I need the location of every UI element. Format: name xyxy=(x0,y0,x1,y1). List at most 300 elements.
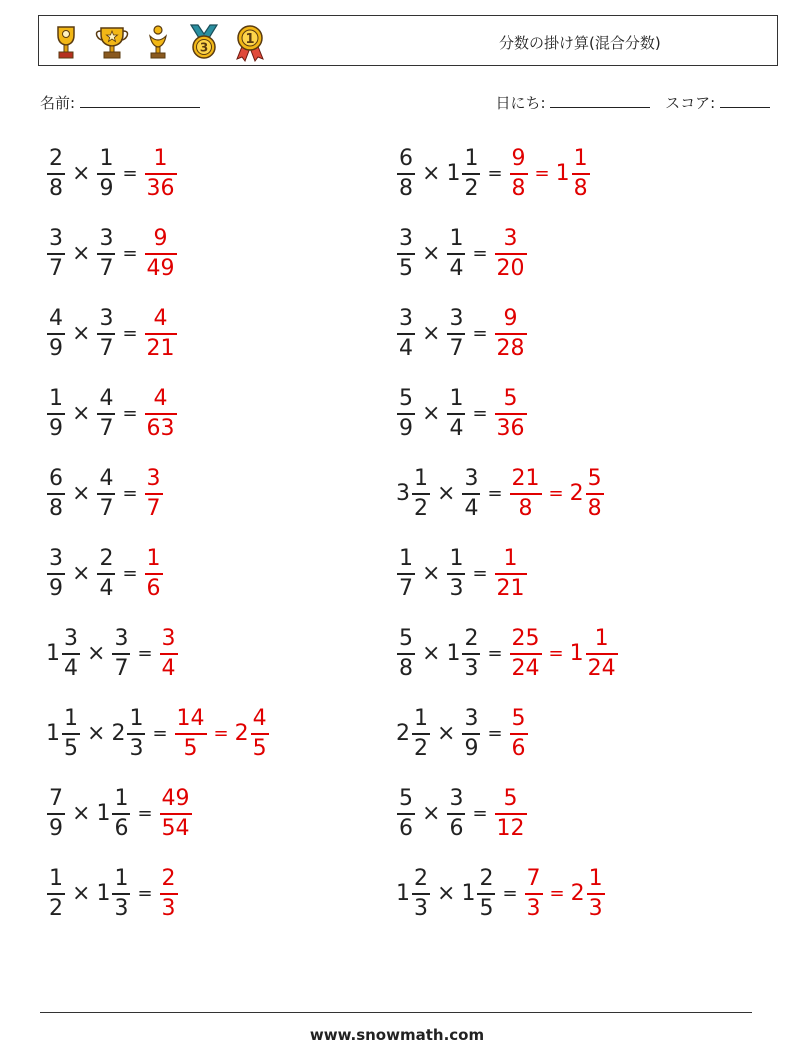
problem-item xyxy=(46,778,193,850)
fraction xyxy=(396,308,416,360)
fraction xyxy=(144,388,178,440)
numerator: 1 xyxy=(99,146,114,172)
fraction xyxy=(494,228,528,280)
problem-item xyxy=(46,138,178,210)
mixed-number xyxy=(494,548,528,600)
whole-part: 1 xyxy=(396,881,410,906)
denominator: 8 xyxy=(399,655,413,681)
fraction xyxy=(144,308,178,360)
problem-item xyxy=(396,218,528,290)
mixed-number xyxy=(96,228,116,280)
equals-sign: = xyxy=(549,883,565,904)
denominator: 3 xyxy=(114,895,129,921)
denominator: 6 xyxy=(449,815,464,841)
medal-3-icon xyxy=(185,22,223,62)
denominator: 4 xyxy=(449,255,464,281)
fraction xyxy=(461,468,481,520)
mixed-number xyxy=(509,708,529,760)
mixed-number xyxy=(494,388,528,440)
whole-part: 1 xyxy=(96,801,111,826)
numerator: 1 xyxy=(399,546,413,572)
mixed-number xyxy=(46,308,66,360)
mixed-number xyxy=(446,788,466,840)
numerator: 2 xyxy=(49,146,63,172)
equals-sign: = xyxy=(472,803,488,824)
answer xyxy=(144,468,164,520)
equals-sign: = xyxy=(213,723,229,744)
fraction xyxy=(396,228,416,280)
denominator: 7 xyxy=(449,335,464,361)
answer xyxy=(524,868,606,920)
fraction xyxy=(396,548,416,600)
name-label: 名前: xyxy=(40,94,76,112)
equals-sign: = xyxy=(502,883,518,904)
denominator: 2 xyxy=(49,895,63,921)
numerator: 2 xyxy=(464,626,479,652)
fraction xyxy=(509,628,543,680)
fraction xyxy=(46,788,66,840)
denominator: 9 xyxy=(49,575,63,601)
denominator: 4 xyxy=(64,655,78,681)
date-label: 日にち: xyxy=(495,94,546,112)
denominator: 5 xyxy=(399,255,413,281)
answer xyxy=(494,788,528,840)
mixed-number xyxy=(446,548,466,600)
denominator: 3 xyxy=(129,735,144,761)
numerator: 21 xyxy=(511,466,540,492)
fraction xyxy=(494,548,528,600)
mixed-number xyxy=(396,708,431,760)
date-score-field xyxy=(496,92,770,113)
equals-sign: = xyxy=(487,163,503,184)
times-sign: × xyxy=(72,561,91,586)
equals-sign: = xyxy=(487,723,503,744)
problem-item xyxy=(46,378,178,450)
mixed-number xyxy=(144,308,178,360)
times-sign: × xyxy=(72,801,91,826)
numerator: 3 xyxy=(99,306,114,332)
mixed-number xyxy=(396,788,416,840)
numerator: 1 xyxy=(449,226,464,252)
equals-sign: = xyxy=(472,403,488,424)
mixed-number xyxy=(46,388,66,440)
numerator: 49 xyxy=(161,786,190,812)
numerator: 3 xyxy=(503,226,518,252)
fraction xyxy=(61,628,81,680)
whole-part: 2 xyxy=(396,721,410,746)
answer xyxy=(494,228,528,280)
denominator: 2 xyxy=(414,735,428,761)
fraction xyxy=(446,788,466,840)
mixed-number xyxy=(144,388,178,440)
fraction xyxy=(396,628,416,680)
numerator: 1 xyxy=(449,386,464,412)
denominator: 4 xyxy=(399,335,413,361)
fraction xyxy=(396,148,416,200)
times-sign: × xyxy=(87,641,106,666)
whole-part: 1 xyxy=(569,641,584,666)
fraction xyxy=(524,868,544,920)
denominator: 36 xyxy=(496,415,525,441)
denominator: 7 xyxy=(99,495,114,521)
denominator: 9 xyxy=(49,415,63,441)
answer xyxy=(144,148,178,200)
answer xyxy=(509,708,529,760)
numerator: 14 xyxy=(176,706,205,732)
numerator: 1 xyxy=(64,706,78,732)
whole-part: 2 xyxy=(569,481,584,506)
denominator: 12 xyxy=(496,815,525,841)
denominator: 9 xyxy=(49,815,63,841)
equals-sign: = xyxy=(137,883,153,904)
header-box xyxy=(38,15,778,66)
fraction xyxy=(144,148,178,200)
svg-text:1: 1 xyxy=(245,32,255,47)
fraction xyxy=(494,308,528,360)
denominator: 7 xyxy=(99,415,114,441)
mixed-number xyxy=(571,868,606,920)
fraction xyxy=(159,788,193,840)
numerator: 6 xyxy=(49,466,63,492)
svg-text:3: 3 xyxy=(199,40,209,55)
fraction xyxy=(446,308,466,360)
fraction xyxy=(586,868,606,920)
equals-sign: = xyxy=(122,163,138,184)
answer xyxy=(509,148,591,200)
fraction xyxy=(96,308,116,360)
equals-sign: = xyxy=(487,643,503,664)
trophy-cup-icon xyxy=(47,22,85,62)
score-label: スコア: xyxy=(665,94,716,112)
mixed-number xyxy=(159,868,179,920)
numerator: 3 xyxy=(146,466,161,492)
fraction xyxy=(509,148,529,200)
mixed-number xyxy=(396,148,416,200)
award-figure-icon xyxy=(139,22,177,62)
denominator: 7 xyxy=(99,255,114,281)
mixed-number xyxy=(46,868,66,920)
denominator: 24 xyxy=(511,655,540,681)
whole-part: 1 xyxy=(446,641,461,666)
mixed-number xyxy=(396,388,416,440)
fraction xyxy=(494,788,528,840)
times-sign: × xyxy=(72,241,91,266)
numerator: 1 xyxy=(573,146,588,172)
numerator: 1 xyxy=(146,546,161,572)
denominator: 9 xyxy=(464,735,479,761)
fraction xyxy=(96,548,116,600)
mixed-number xyxy=(446,308,466,360)
numerator: 4 xyxy=(99,466,114,492)
problem-item xyxy=(46,698,270,770)
whole-part: 1 xyxy=(555,161,570,186)
denominator: 5 xyxy=(479,895,494,921)
fraction xyxy=(411,708,431,760)
numerator: 5 xyxy=(503,386,518,412)
numerator: 3 xyxy=(49,546,63,572)
fraction xyxy=(250,708,270,760)
mixed-number xyxy=(96,148,116,200)
denominator: 7 xyxy=(99,335,114,361)
denominator: 9 xyxy=(99,175,114,201)
fraction xyxy=(446,548,466,600)
score-blank[interactable] xyxy=(720,93,770,108)
problem-item xyxy=(396,858,606,930)
fraction xyxy=(396,788,416,840)
numerator: 5 xyxy=(587,466,602,492)
times-sign: × xyxy=(72,401,91,426)
fraction xyxy=(509,468,543,520)
mixed-number xyxy=(96,788,131,840)
times-sign: × xyxy=(422,401,441,426)
denominator: 3 xyxy=(526,895,541,921)
fraction xyxy=(411,868,431,920)
mixed-number xyxy=(396,868,431,920)
answer xyxy=(159,788,193,840)
numerator: 1 xyxy=(449,546,464,572)
fraction xyxy=(144,468,164,520)
fraction xyxy=(61,708,81,760)
times-sign: × xyxy=(72,161,91,186)
denominator: 3 xyxy=(464,655,479,681)
denominator: 24 xyxy=(587,655,616,681)
fraction xyxy=(46,468,66,520)
times-sign: × xyxy=(422,161,441,186)
mixed-number xyxy=(524,868,544,920)
numerator: 5 xyxy=(511,706,526,732)
date-blank[interactable] xyxy=(550,93,650,108)
fraction xyxy=(446,228,466,280)
fraction xyxy=(461,708,481,760)
answer xyxy=(144,548,164,600)
numerator: 9 xyxy=(511,146,526,172)
equals-sign: = xyxy=(548,483,564,504)
numerator: 4 xyxy=(99,386,114,412)
numerator: 2 xyxy=(479,866,494,892)
numerator: 3 xyxy=(464,466,479,492)
mixed-number xyxy=(159,628,179,680)
fraction xyxy=(111,788,131,840)
mixed-number xyxy=(144,228,178,280)
equals-sign: = xyxy=(137,643,153,664)
answer xyxy=(494,548,528,600)
times-sign: × xyxy=(422,241,441,266)
numerator: 4 xyxy=(49,306,63,332)
fraction xyxy=(509,708,529,760)
numerator: 4 xyxy=(252,706,267,732)
fraction xyxy=(446,388,466,440)
times-sign: × xyxy=(422,321,441,346)
answer xyxy=(159,628,179,680)
equals-sign: = xyxy=(152,723,168,744)
problem-item xyxy=(46,538,164,610)
mixed-number xyxy=(111,628,131,680)
numerator: 2 xyxy=(161,866,176,892)
equals-sign: = xyxy=(472,563,488,584)
fraction xyxy=(111,868,131,920)
denominator: 8 xyxy=(49,175,63,201)
numerator: 1 xyxy=(414,466,428,492)
equals-sign: = xyxy=(548,643,564,664)
numerator: 1 xyxy=(49,386,63,412)
mixed-number xyxy=(446,148,481,200)
fraction xyxy=(585,468,605,520)
numerator: 5 xyxy=(503,786,518,812)
denominator: 6 xyxy=(146,575,161,601)
fraction xyxy=(96,148,116,200)
equals-sign: = xyxy=(137,803,153,824)
fraction xyxy=(461,628,481,680)
problem-item xyxy=(46,858,179,930)
whole-part: 1 xyxy=(46,641,60,666)
times-sign: × xyxy=(87,721,106,746)
fraction xyxy=(46,308,66,360)
numerator: 3 xyxy=(114,626,129,652)
fraction xyxy=(396,388,416,440)
denominator: 8 xyxy=(587,495,602,521)
fraction xyxy=(411,468,431,520)
fraction xyxy=(571,148,591,200)
mixed-number xyxy=(144,148,178,200)
denominator: 4 xyxy=(99,575,114,601)
times-sign: × xyxy=(437,881,456,906)
times-sign: × xyxy=(72,481,91,506)
header-icons xyxy=(47,22,269,62)
numerator: 3 xyxy=(449,786,464,812)
numerator: 1 xyxy=(49,866,63,892)
fraction xyxy=(96,228,116,280)
numerator: 1 xyxy=(114,786,129,812)
denominator: 7 xyxy=(146,495,161,521)
answer xyxy=(494,388,528,440)
denominator: 5 xyxy=(64,735,78,761)
denominator: 8 xyxy=(49,495,63,521)
answer xyxy=(159,868,179,920)
whole-part: 2 xyxy=(570,881,585,906)
denominator: 21 xyxy=(146,335,175,361)
mixed-number xyxy=(96,308,116,360)
numerator: 7 xyxy=(526,866,541,892)
denominator: 2 xyxy=(414,495,428,521)
footer-divider xyxy=(40,1012,752,1013)
problem-item xyxy=(396,138,591,210)
fraction xyxy=(46,228,66,280)
mixed-number xyxy=(144,468,164,520)
answer xyxy=(144,308,178,360)
mixed-number xyxy=(461,468,481,520)
answer xyxy=(174,708,270,760)
times-sign: × xyxy=(72,321,91,346)
times-sign: × xyxy=(422,801,441,826)
mixed-number xyxy=(570,468,605,520)
equals-sign: = xyxy=(122,403,138,424)
denominator: 4 xyxy=(464,495,479,521)
problem-item xyxy=(396,538,528,610)
numerator: 3 xyxy=(64,626,78,652)
fraction xyxy=(159,868,179,920)
problem-item xyxy=(396,298,528,370)
footer-website: www.snowmath.com xyxy=(309,1026,485,1044)
denominator: 8 xyxy=(511,175,526,201)
problem-item xyxy=(396,378,528,450)
numerator: 6 xyxy=(399,146,413,172)
denominator: 3 xyxy=(414,895,428,921)
equals-sign: = xyxy=(122,563,138,584)
denominator: 8 xyxy=(518,495,533,521)
mixed-number xyxy=(446,228,466,280)
denominator: 9 xyxy=(49,335,63,361)
denominator: 5 xyxy=(252,735,267,761)
denominator: 3 xyxy=(161,895,176,921)
answer xyxy=(509,628,619,680)
mixed-number xyxy=(570,628,619,680)
numerator: 3 xyxy=(99,226,114,252)
mixed-number xyxy=(144,548,164,600)
mixed-number xyxy=(396,308,416,360)
denominator: 3 xyxy=(588,895,603,921)
times-sign: × xyxy=(422,561,441,586)
mixed-number xyxy=(96,548,116,600)
times-sign: × xyxy=(72,881,91,906)
equals-sign: = xyxy=(534,163,550,184)
mixed-number xyxy=(46,148,66,200)
fraction xyxy=(144,548,164,600)
numerator: 9 xyxy=(503,306,518,332)
numerator: 3 xyxy=(161,626,176,652)
fraction xyxy=(174,708,208,760)
numerator: 1 xyxy=(129,706,144,732)
mixed-number xyxy=(96,868,131,920)
denominator: 7 xyxy=(114,655,129,681)
answer xyxy=(144,228,178,280)
numerator: 3 xyxy=(464,706,479,732)
fraction xyxy=(46,868,66,920)
numerator: 25 xyxy=(511,626,540,652)
answer xyxy=(494,308,528,360)
fraction xyxy=(461,148,481,200)
whole-part: 3 xyxy=(396,481,410,506)
mixed-number xyxy=(509,628,543,680)
mixed-number xyxy=(494,308,528,360)
numerator: 3 xyxy=(399,226,413,252)
mixed-number xyxy=(111,708,146,760)
numerator: 7 xyxy=(49,786,63,812)
numerator: 3 xyxy=(49,226,63,252)
fraction xyxy=(46,548,66,600)
numerator: 4 xyxy=(153,386,168,412)
numerator: 3 xyxy=(399,306,413,332)
problem-item xyxy=(396,698,529,770)
mixed-number xyxy=(494,788,528,840)
numerator: 5 xyxy=(399,786,413,812)
numerator: 4 xyxy=(153,306,168,332)
numerator: 1 xyxy=(114,866,129,892)
equals-sign: = xyxy=(122,243,138,264)
mixed-number xyxy=(396,468,431,520)
mixed-number xyxy=(494,228,528,280)
equals-sign: = xyxy=(487,483,503,504)
mixed-number xyxy=(396,628,416,680)
denominator: 20 xyxy=(496,255,525,281)
mixed-number xyxy=(96,468,116,520)
name-blank[interactable] xyxy=(80,93,200,108)
times-sign: × xyxy=(437,481,456,506)
page-title: 分数の掛け算(混合分数) xyxy=(499,34,661,52)
denominator: 4 xyxy=(161,655,176,681)
denominator: 5 xyxy=(183,735,198,761)
medal-1-icon xyxy=(231,22,269,62)
whole-part: 1 xyxy=(461,881,476,906)
